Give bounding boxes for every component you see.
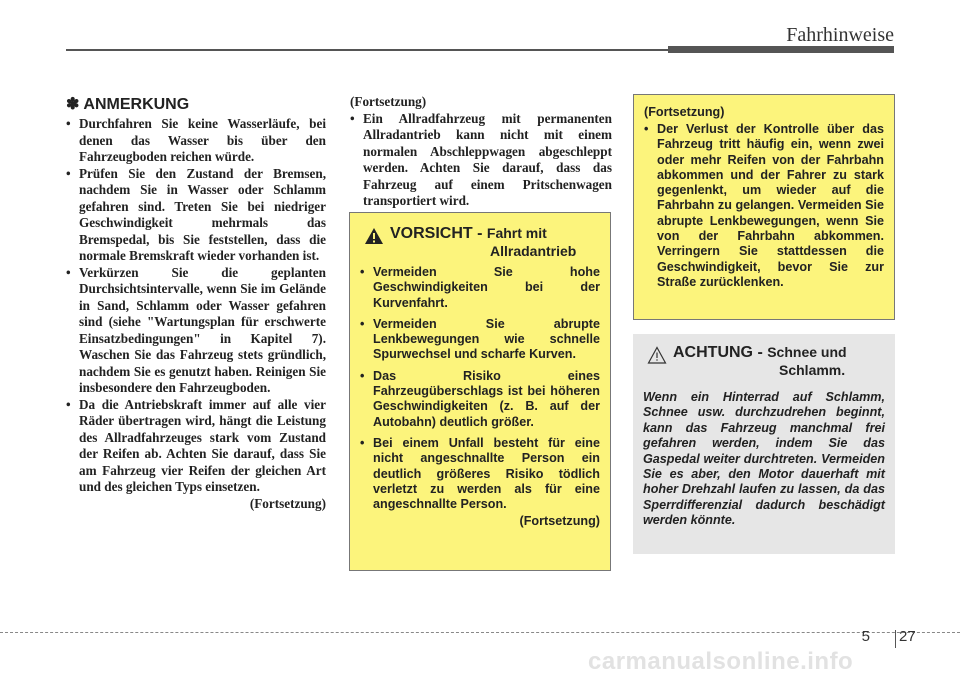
caution-heading bbox=[360, 225, 600, 265]
caution-topic-line2: Allradantrieb bbox=[490, 243, 577, 259]
note-continuation bbox=[350, 94, 612, 210]
note-section bbox=[66, 94, 326, 512]
note-cont-list bbox=[350, 111, 612, 210]
list-item: • Vermeiden Sie hohe Geschwindigkeiten bei der Kurvenfahrt. bbox=[360, 265, 600, 311]
page-number-divider bbox=[895, 630, 896, 648]
note-continued: (Fortsetzung) bbox=[249, 495, 326, 511]
list-item: • Verkürzen Sie die geplanten Durchsichtsintervalle, wenn Sie im Gelände in Sand, Schlamm oder Wasser gefahren sind (siehe "Wartungsplan für erschwerte Einsatzbedingungen" in Kapitel 7). Waschen Sie das Fahrzeug stets gründlich, nachdem Sie es genutzt haben. Reinigen Sie insbesondere den Fahrzeugboden. bbox=[66, 265, 326, 397]
note-heading bbox=[66, 94, 326, 114]
continuation-label: (Fortsetzung) bbox=[350, 94, 427, 109]
caution-topic: Fahrt mit bbox=[486, 225, 547, 241]
note-list bbox=[66, 116, 326, 496]
caution-list bbox=[360, 265, 600, 512]
list-item: • Der Verlust der Kontrolle über das Fahrzeug tritt häufig ein, wenn zwei oder mehr Reifen von der Fahrbahn abkommen und der Fahrer zu stark gegenlenkt, um wieder auf die Fahrbahn zu gelangen. Vermeiden Sie abrupte Lenkbewegungen, wenn Sie von der Fahrbahn abkommen. Verringern Sie stattdessen die Geschwindigkeit, bevor Sie zur Straße zurücklenken. bbox=[644, 122, 884, 290]
list-item: • Vermeiden Sie abrupte Lenkbewegungen wie schnelle Spurwechsel und scharfe Kurven. bbox=[360, 317, 600, 363]
header-accent-bar bbox=[668, 46, 894, 53]
list-item: • Ein Allradfahrzeug mit permanenten Allradantrieb kann nicht mit einem normalen Abschleppwagen abgeschleppt werden. Achten Sie darauf, dass das Fahrzeug auf einem Pritschenwagen transportiert wird. bbox=[350, 111, 612, 210]
attention-word: ACHTUNG - bbox=[673, 344, 763, 361]
page-number-value: 27 bbox=[899, 628, 916, 645]
attention-box bbox=[633, 334, 895, 554]
caution-cont-list bbox=[644, 122, 884, 290]
caution-continuation-box bbox=[633, 94, 895, 320]
caution-continued: (Fortsetzung) bbox=[519, 514, 600, 529]
note-title: ANMERKUNG bbox=[83, 96, 190, 113]
list-item: • Das Risiko eines Fahrzeugüberschlags ist bei höheren Geschwindigkeiten (z. B. auf der Autobahn) deutlich größer. bbox=[360, 369, 600, 430]
list-item: • Bei einem Unfall besteht für eine nicht angeschnallte Person ein deutlich größeres Risiko tödlich verletzt zu werden als für eine angeschnallte Person. bbox=[360, 436, 600, 512]
attention-topic-line2: Schlamm. bbox=[779, 362, 846, 378]
footer-rule bbox=[0, 632, 960, 633]
list-item: • Prüfen Sie den Zustand der Bremsen, nachdem Sie in Wasser oder Schlamm gefahren sind. Treten Sie bei niedriger Geschwindigkeit mehrmals das Bremspedal, bis Sie feststellen, dass die normale Bremskraft wieder vorhanden ist. bbox=[66, 166, 326, 265]
warning-triangle-outline-icon bbox=[647, 346, 667, 364]
chapter-number: 5 bbox=[861, 628, 870, 645]
attention-topic: Schnee und bbox=[767, 344, 847, 360]
continuation-label: (Fortsetzung) bbox=[644, 105, 725, 119]
attention-heading bbox=[643, 344, 885, 384]
list-item: • Durchfahren Sie keine Wasserläufe, bei denen das Wasser bis über den Fahrzeugboden reichen würde. bbox=[66, 116, 326, 166]
caution-word: VORSICHT - bbox=[390, 225, 483, 242]
section-title: Fahrhinweise bbox=[786, 24, 894, 46]
note-mark-icon: ✽ bbox=[66, 96, 80, 113]
warning-triangle-icon bbox=[364, 227, 384, 245]
attention-body: Wenn ein Hinterrad auf Schlamm, Schnee usw. durchzudrehen beginnt, kann das Fahrzeug manchmal frei gefahren werden, indem Sie das Gaspedal weiter durchtreten. Vermeiden Sie es aber, den Motor dauerhaft mit hoher Drehzahl laufen zu lassen, da das Sperrdifferenzial dadurch beschädigt werden könnte. bbox=[643, 390, 885, 528]
caution-box bbox=[349, 212, 611, 571]
list-item: • Da die Antriebskraft immer auf alle vier Räder übertragen wird, hängt die Leistung des Allradfahrzeuges stark vom Zustand der Reifen ab. Achten Sie darauf, dass Sie am Fahrzeug vier Reifen der gleichen Art und des gleichen Typs einsetzen. bbox=[66, 397, 326, 496]
watermark: carmanualsonline.info bbox=[588, 648, 854, 675]
